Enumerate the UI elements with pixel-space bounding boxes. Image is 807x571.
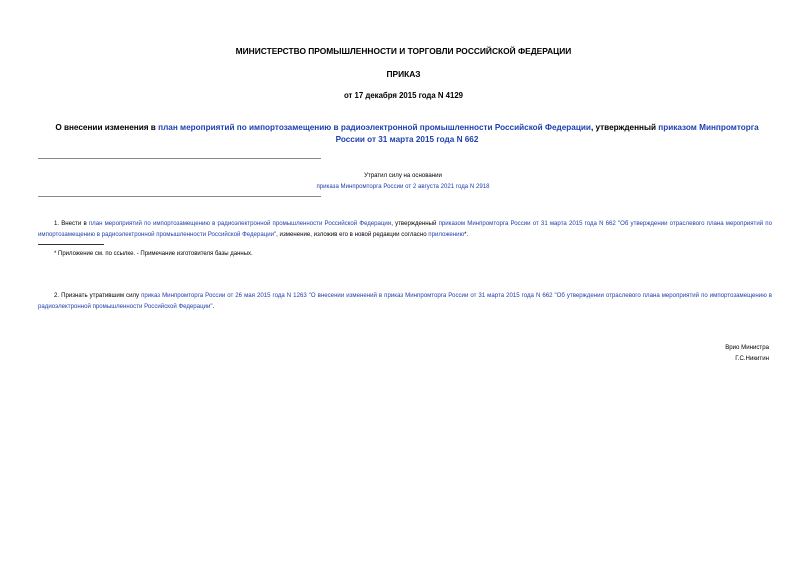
p2-link-order[interactable]: приказ Минпромторга России от 26 мая 2015 года N 1263 "О внесении изменений в приказ Минпромторга России от 31 марта 2015 года N 662 "Об утверждении отраслевого плана мероприятий по импортозамещению в радиоэлектронной промышленности Российской Федерации" <box>38 292 773 310</box>
ministry-title: МИНИСТЕРСТВО ПРОМЫШЛЕННОСТИ И ТОРГОВЛИ РОССИЙСКОЙ ФЕДЕРАЦИИ <box>235 46 572 56</box>
paragraph-1 <box>38 218 772 240</box>
void-note-link[interactable]: приказа Минпромторга России от 2 августа 2021 года N 2918 <box>316 183 490 190</box>
paragraph-2 <box>38 290 772 312</box>
p2-suffix: . <box>212 303 215 310</box>
signature-block <box>725 342 769 364</box>
void-note <box>296 170 510 192</box>
divider-bottom <box>38 196 321 197</box>
heading-middle: , утвержденный <box>590 123 659 132</box>
void-note-text: Утратил силу на основании <box>364 172 442 179</box>
p1-middle2: , изменение, изложив его в новой редакции согласно <box>276 231 429 238</box>
signatory-name: Г.С.Никитин <box>735 355 769 362</box>
document-heading <box>52 122 762 146</box>
p1-link-plan[interactable]: план мероприятий по импортозамещению в радиоэлектронной промышленности Российской Федерации <box>88 220 392 227</box>
divider-top <box>38 158 321 159</box>
p1-link-order[interactable]: приказом Минпромторга России от 31 марта 2015 года N 662 "Об утверждении отраслевого плана мероприятий по импортозамещению в радиоэлектронной промышленности Российской Федерации" <box>38 220 772 238</box>
p1-prefix: 1. Внести в <box>54 220 89 227</box>
p1-suffix: *. <box>464 231 469 238</box>
p1-link-appendix[interactable]: приложению <box>428 231 465 238</box>
document-type: ПРИКАЗ <box>386 69 421 79</box>
p2-prefix: 2. Признать утратившим силу <box>54 292 142 299</box>
heading-link-order[interactable]: приказом Минпромторга России от 31 марта 2015 года N 662 <box>335 123 759 144</box>
document-date: от 17 декабря 2015 года N 4129 <box>343 91 464 100</box>
signatory-position: Врио Министра <box>725 344 769 351</box>
heading-prefix: О внесении изменения в <box>55 123 159 132</box>
heading-link-plan[interactable]: план мероприятий по импортозамещению в радиоэлектронной промышленности Российской Федерации <box>158 123 591 132</box>
p1-middle: , утвержденный <box>391 220 439 227</box>
footnote-divider <box>38 244 104 245</box>
footnote: * Приложение см. по ссылке. - Примечание изготовителя базы данных. <box>54 251 253 257</box>
